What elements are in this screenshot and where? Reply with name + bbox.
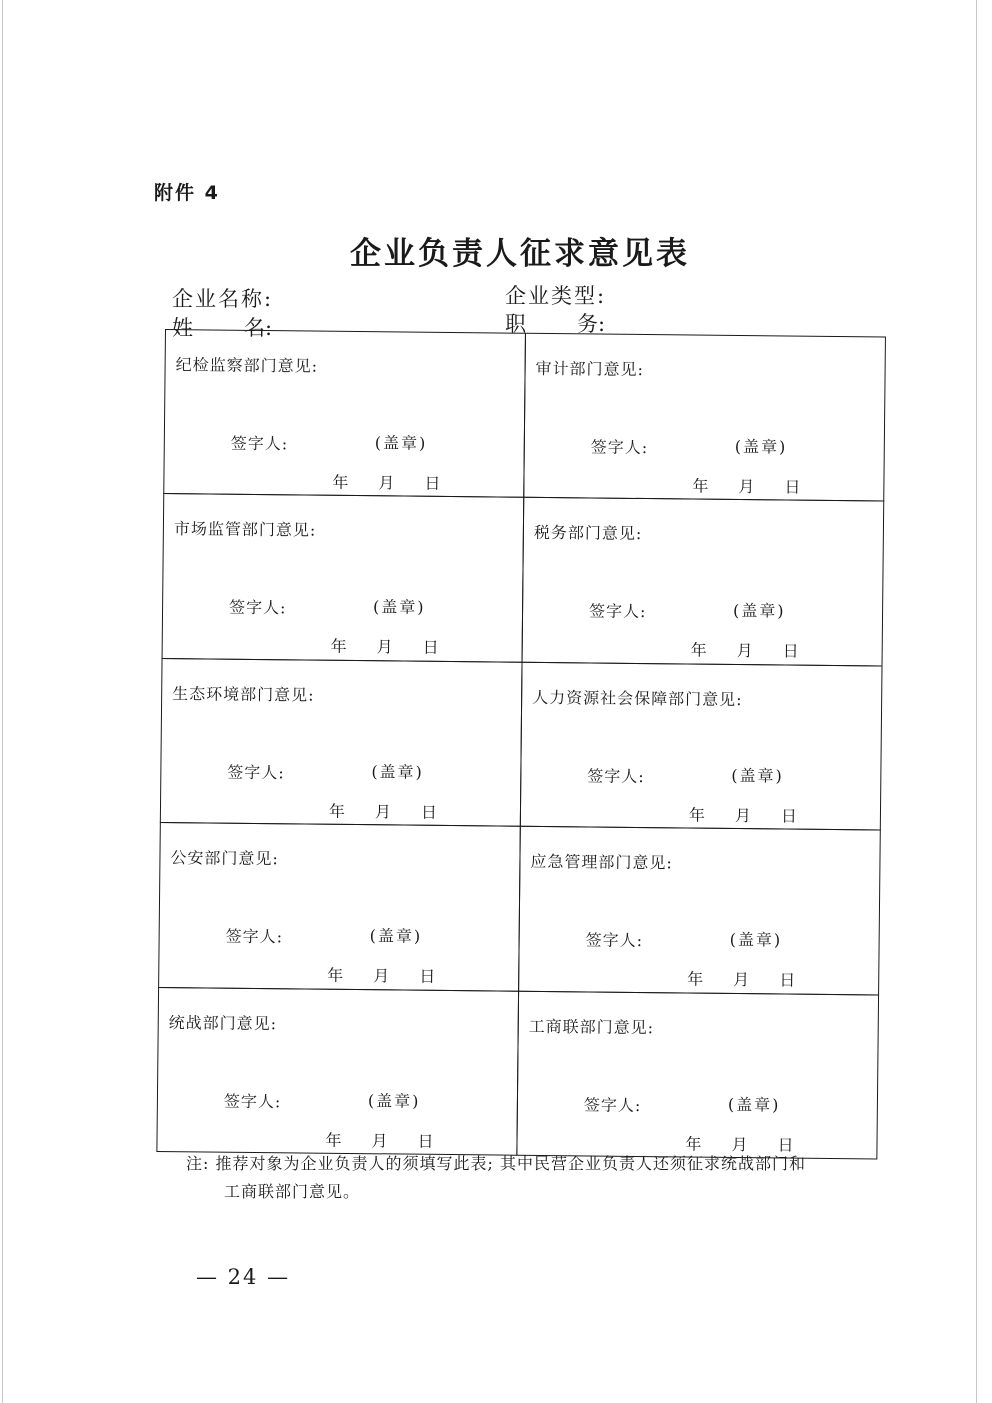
date-day: 日 — [419, 966, 436, 987]
name-label-part1: 姓 — [172, 316, 193, 340]
date-month: 月 — [738, 477, 755, 497]
signer-label: 签字人: — [223, 1091, 282, 1111]
opinion-cell — [516, 990, 879, 1159]
footnote-line-2: 工商联部门意见。 — [224, 1182, 361, 1201]
date-day: 日 — [422, 638, 439, 658]
footnote — [186, 1150, 886, 1206]
date-line — [692, 474, 830, 498]
date-year: 年 — [332, 472, 349, 492]
signer-label: 签字人: — [588, 601, 647, 622]
date-day: 日 — [782, 641, 799, 662]
date-day: 日 — [424, 473, 441, 493]
company-type-label: 企业类型: — [505, 284, 607, 308]
date-day: 日 — [784, 477, 801, 497]
opinion-cell — [156, 987, 519, 1156]
seal-label: (盖章) — [371, 761, 424, 782]
opinion-cell — [518, 826, 881, 995]
date-year: 年 — [687, 969, 704, 989]
opinion-cell — [523, 333, 886, 502]
date-day: 日 — [779, 970, 796, 990]
seal-label: (盖章) — [727, 1094, 781, 1115]
seal-label: (盖章) — [732, 601, 786, 621]
date-year: 年 — [690, 640, 707, 661]
date-year: 年 — [330, 637, 347, 657]
name-label-part2: 名: — [244, 316, 273, 340]
department-opinion-label: 工商联部门意见: — [528, 1016, 655, 1037]
date-line — [689, 802, 827, 826]
date-month: 月 — [373, 966, 390, 986]
opinion-table — [156, 329, 885, 1158]
date-year: 年 — [688, 805, 706, 825]
signer-label: 签字人: — [227, 762, 285, 783]
seal-label: (盖章) — [734, 436, 788, 457]
date-year: 年 — [328, 801, 346, 821]
opinion-cell — [160, 658, 523, 827]
date-line — [691, 638, 829, 662]
seal-label: (盖章) — [372, 597, 426, 618]
date-month: 月 — [378, 473, 395, 493]
date-line — [329, 799, 467, 823]
department-opinion-label: 纪检监察部门意见: — [175, 355, 319, 376]
page-edge-right — [976, 0, 977, 1403]
signer-label: 签字人: — [585, 930, 644, 951]
date-month: 月 — [374, 802, 392, 822]
date-line — [332, 470, 470, 494]
position-label-part1: 职 — [505, 312, 526, 336]
opinion-cell — [158, 822, 521, 991]
department-opinion-label: 统战部门意见: — [168, 1012, 278, 1033]
signer-label: 签字人: — [230, 433, 289, 454]
date-month: 月 — [376, 637, 393, 657]
signer-label: 签字人: — [587, 766, 645, 786]
attachment-label: 附件 4 — [154, 182, 220, 204]
seal-label: (盖章) — [731, 765, 784, 786]
seal-label: (盖章) — [729, 930, 783, 950]
date-month: 月 — [731, 1134, 748, 1154]
date-year: 年 — [692, 476, 709, 496]
page-number: — 24 — — [196, 1265, 291, 1289]
date-month: 月 — [733, 970, 750, 990]
signer-label: 签字人: — [225, 926, 284, 947]
company-name-label: 企业名称: — [172, 287, 274, 311]
opinion-cell — [162, 493, 525, 662]
department-opinion-label: 生态环境部门意见: — [172, 683, 315, 705]
date-line — [327, 963, 465, 987]
date-year: 年 — [327, 965, 344, 986]
date-line — [331, 634, 469, 658]
opinion-cell — [522, 497, 885, 666]
page-edge-left — [2, 0, 3, 1403]
date-month: 月 — [734, 805, 752, 825]
date-year: 年 — [325, 1130, 342, 1150]
department-opinion-label: 审计部门意见: — [535, 358, 645, 380]
opinion-cell — [520, 662, 883, 831]
date-day: 日 — [417, 1131, 434, 1151]
date-day: 日 — [780, 806, 798, 826]
date-line — [687, 967, 825, 991]
signer-label: 签字人: — [590, 437, 649, 458]
position-label-part2: 务: — [577, 312, 606, 336]
date-line — [325, 1127, 463, 1151]
date-day: 日 — [777, 1135, 794, 1155]
seal-label: (盖章) — [374, 433, 428, 453]
date-month: 月 — [736, 641, 753, 661]
signer-label: 签字人: — [228, 598, 287, 618]
opinion-cell — [163, 329, 526, 498]
department-opinion-label: 应急管理部门意见: — [530, 852, 673, 873]
date-month: 月 — [371, 1130, 388, 1150]
form-title: 企业负责人征求意见表 — [350, 236, 690, 272]
footnote-line-1: 注: 推荐对象为企业负责人的须填写此表; 其中民营企业负责人还须征求统战部门和 — [186, 1154, 806, 1173]
seal-label: (盖章) — [367, 1090, 421, 1111]
department-opinion-label: 市场监管部门意见: — [173, 519, 317, 540]
signer-label: 签字人: — [583, 1095, 642, 1115]
seal-label: (盖章) — [369, 926, 423, 946]
department-opinion-label: 人力资源社会保障部门意见: — [532, 687, 743, 709]
date-day: 日 — [420, 802, 438, 822]
department-opinion-label: 公安部门意见: — [170, 848, 279, 869]
department-opinion-label: 税务部门意见: — [533, 523, 643, 544]
date-year: 年 — [685, 1134, 702, 1154]
